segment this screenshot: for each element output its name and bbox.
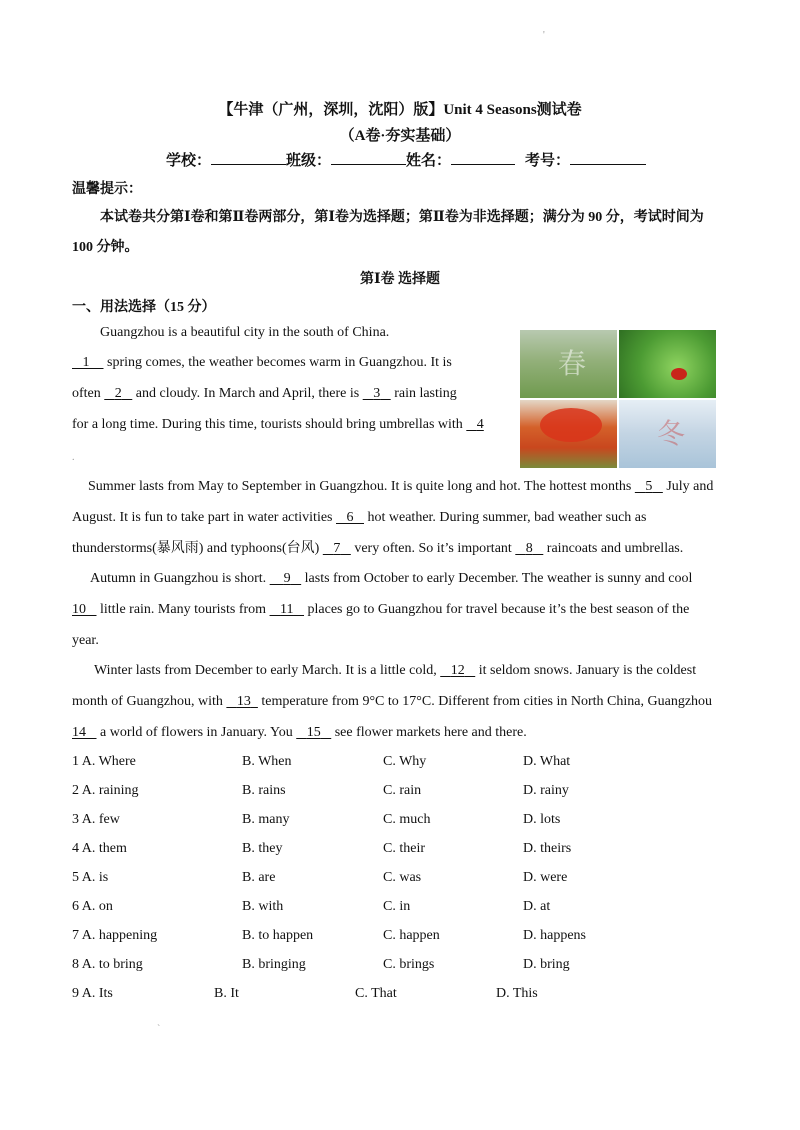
student-info-row: [166, 149, 646, 170]
question-7-option-c[interactable]: C. happen: [383, 928, 440, 943]
question-1-option-a[interactable]: 1 A. Where: [72, 754, 136, 769]
passage-p1-line4: for a long time. During this time, tourists should bring umbrellas with 4: [72, 417, 484, 432]
question-3-option-b[interactable]: B. many: [242, 812, 290, 827]
question-5-option-c[interactable]: C. was: [383, 870, 422, 885]
blank-7[interactable]: 7: [333, 541, 341, 556]
question-7-option-a[interactable]: 7 A. happening: [72, 928, 158, 943]
passage-p2-line1: Summer lasts from May to September in Guangzhou. It is quite long and hot. The hottest months 5 July and: [88, 479, 714, 494]
question-9-option-b[interactable]: B. It: [214, 986, 239, 1001]
question-8-option-d[interactable]: D. bring: [523, 957, 570, 972]
blank-12[interactable]: 12: [450, 663, 465, 678]
passage-p3-line2: 10 little rain. Many tourists from 11 places go to Guangzhou for travel because it’s the best season of the: [72, 602, 690, 617]
question-8-option-a[interactable]: 8 A. to bring: [72, 957, 143, 972]
school-blank[interactable]: [211, 150, 286, 165]
blank-8[interactable]: 8: [525, 541, 533, 556]
blank-3[interactable]: 3: [373, 386, 381, 401]
blank-14[interactable]: 14: [72, 725, 86, 740]
question-5-option-b[interactable]: B. are: [242, 870, 276, 885]
question-6-option-c[interactable]: C. in: [383, 899, 411, 914]
school-label: 学校：: [166, 153, 212, 169]
question-9-option-a[interactable]: 9 A. Its: [72, 986, 113, 1001]
section1-title: 一、用法选择（15 分）: [72, 300, 216, 315]
blank-11[interactable]: 11: [280, 602, 294, 617]
corner-mark: ': [543, 30, 545, 41]
passage-p2-line2: August. It is fun to take part in water activities 6 hot weather. During summer, bad weather such as: [72, 510, 647, 525]
question-4-option-c[interactable]: C. their: [383, 841, 425, 856]
blank-10[interactable]: 10: [72, 602, 86, 617]
notice-line-1: 本试卷共分第Ⅰ卷和第Ⅱ卷两部分，第Ⅰ卷为选择题；第Ⅱ卷为非选择题；满分为 90 分，考试时间为: [100, 210, 704, 225]
ladybug-icon: [671, 368, 687, 380]
passage-p4-line3: 14 a world of flowers in January. You 15 see flower markets here and there.: [72, 725, 527, 740]
blank-6[interactable]: 6: [346, 510, 354, 525]
question-2-option-d[interactable]: D. rainy: [523, 783, 569, 798]
question-9-option-c[interactable]: C. That: [355, 986, 397, 1001]
question-2-option-b[interactable]: B. rains: [242, 783, 286, 798]
question-4-option-a[interactable]: 4 A. them: [72, 841, 127, 856]
line-mark: .: [72, 452, 75, 463]
passage-p1-line3: often 2 and cloudy. In March and April, there is 3 rain lasting: [72, 386, 457, 401]
spring-label: 春: [558, 347, 587, 380]
blank-4[interactable]: 4: [476, 417, 484, 432]
question-6-option-a[interactable]: 6 A. on: [72, 899, 113, 914]
exam-subtitle: （A卷·夯实基础）: [339, 128, 461, 144]
question-1-option-d[interactable]: D. What: [523, 754, 571, 769]
name-label: 姓名：: [406, 153, 452, 169]
question-6-option-b[interactable]: B. with: [242, 899, 284, 914]
passage-p3-line1: Autumn in Guangzhou is short. 9 lasts from October to early December. The weather is sunny and cool: [90, 571, 693, 586]
question-4-option-b[interactable]: B. they: [242, 841, 283, 856]
spring-quadrant: [520, 330, 617, 398]
notice-line-2: 100 分钟。: [72, 240, 139, 255]
class-blank[interactable]: [331, 150, 406, 165]
question-7-option-d[interactable]: D. happens: [523, 928, 586, 943]
passage-p2-line3: thunderstorms(暴风雨) and typhoons(台风) 7 very often. So it’s important 8 raincoats and umbrellas.: [72, 541, 684, 556]
question-6-option-d[interactable]: D. at: [523, 899, 551, 914]
question-5-option-d[interactable]: D. were: [523, 870, 568, 885]
question-2-option-a[interactable]: 2 A. raining: [72, 783, 139, 798]
summer-quadrant: [619, 330, 716, 398]
passage-p1-line2: 1 spring comes, the weather becomes warm in Guangzhou. It is: [72, 355, 452, 371]
blank-1[interactable]: 1: [82, 355, 90, 370]
winter-quadrant: [619, 400, 716, 468]
passage-p1-line1: Guangzhou is a beautiful city in the south of China.: [100, 325, 390, 340]
question-1-option-c[interactable]: C. Why: [383, 754, 427, 769]
question-4-option-d[interactable]: D. theirs: [523, 841, 572, 856]
passage-p3-line3: year.: [72, 633, 99, 648]
part1-title: 第Ⅰ卷 选择题: [359, 272, 441, 287]
name-blank[interactable]: [451, 150, 515, 165]
blank-13[interactable]: 13: [236, 694, 251, 709]
question-8-option-c[interactable]: C. brings: [383, 957, 435, 972]
question-5-option-a[interactable]: 5 A. is: [72, 870, 109, 885]
blank-2[interactable]: 2: [114, 386, 122, 401]
winter-label: 冬: [657, 417, 686, 450]
question-2-option-c[interactable]: C. rain: [383, 783, 422, 798]
class-label: 班级：: [286, 153, 332, 169]
question-3-option-d[interactable]: D. lots: [523, 812, 561, 827]
blank-5[interactable]: 5: [645, 479, 653, 494]
passage-p4-line2: month of Guangzhou, with 13 temperature from 9°C to 17°C. Different from cities in North China, Guangzhou: [72, 694, 713, 709]
question-1-option-b[interactable]: B. When: [242, 754, 292, 769]
tree-icon: [540, 408, 602, 442]
notice-heading: 温馨提示：: [72, 182, 142, 197]
exam-number-blank[interactable]: [570, 150, 646, 165]
blank-15[interactable]: 15: [306, 725, 321, 740]
question-9-option-d[interactable]: D. This: [496, 986, 538, 1001]
exam-title: 【牛津（广州，深圳，沈阳）版】Unit 4 Seasons测试卷: [218, 102, 582, 118]
blank-9[interactable]: 9: [283, 571, 291, 586]
question-3-option-a[interactable]: 3 A. few: [72, 812, 120, 827]
autumn-quadrant: [520, 400, 617, 468]
seasons-image: [520, 330, 716, 468]
exam-number-label: 考号：: [525, 153, 571, 169]
passage-p4-line1: Winter lasts from December to early March. It is a little cold, 12 it seldom snows. January is the coldest: [94, 663, 697, 678]
question-3-option-c[interactable]: C. much: [383, 812, 431, 827]
question-8-option-b[interactable]: B. bringing: [242, 957, 306, 972]
bottom-mark: `: [157, 1024, 161, 1035]
question-7-option-b[interactable]: B. to happen: [242, 928, 314, 943]
